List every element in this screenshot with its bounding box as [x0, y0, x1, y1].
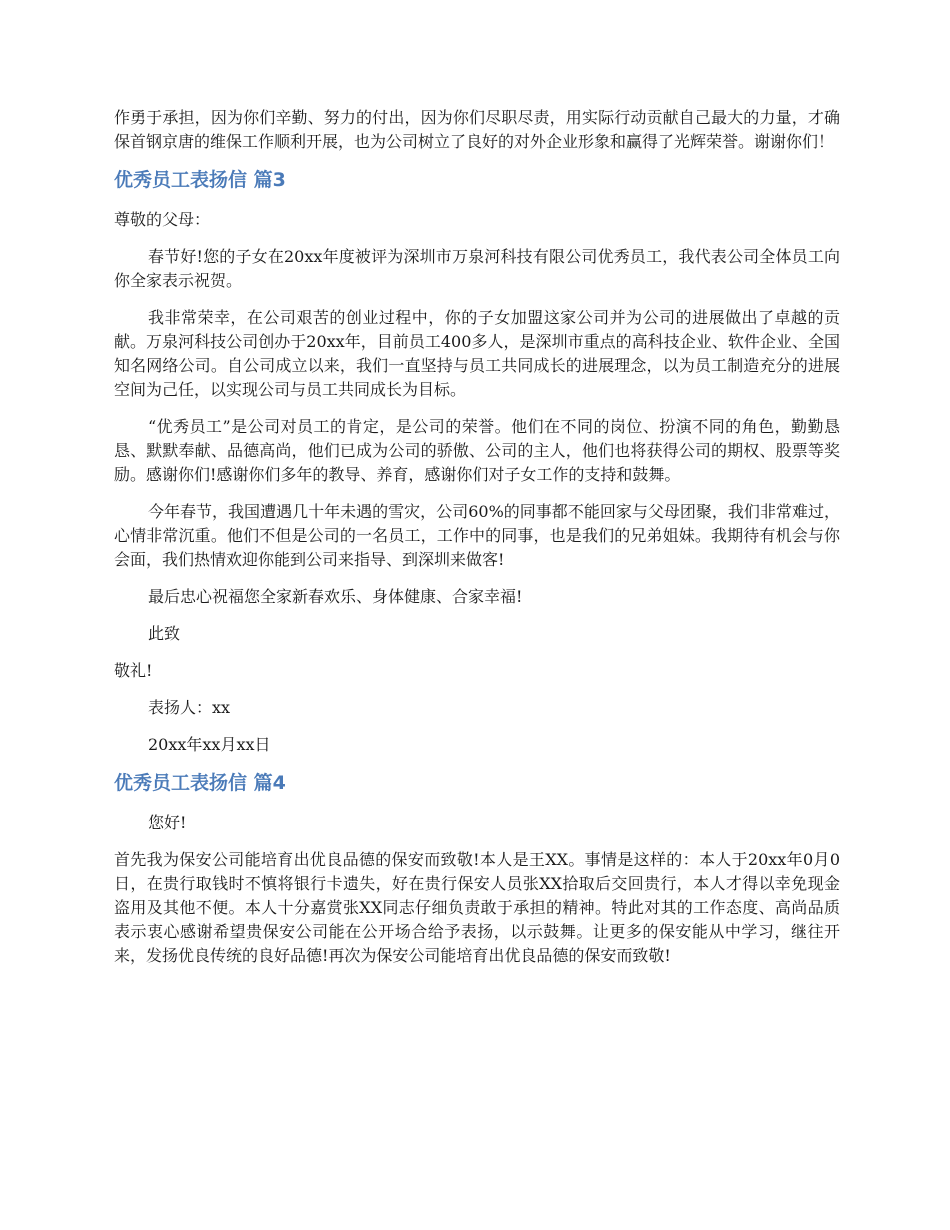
section-3-salutation: 尊敬的父母：: [114, 210, 211, 229]
section-4-body: 首先我为保安公司能培育出优良品德的保安而致敬!本人是王XX。事情是这样的：本人于20xx年0月0日，在贵行取钱时不慎将银行卡遗失，好在贵行保安人员张XX拾取后交回贵行，本人才得以幸免现金盗用及其他不便。本人十分嘉赏张XX同志仔细负责敢于承担的精神。特此对其的工作态度、高尚品质表示衷心感谢希望贵保安公司能在公开场合给予表扬，以示鼓舞。让更多的保安能从中学习，继往开来，发扬优良传统的良好品德!再次为保安公司能培育出优良品德的保安而致敬!: [114, 850, 840, 965]
section-4-heading: 优秀员工表扬信 篇4: [114, 772, 286, 794]
section-3-paragraph-2: 我非常荣幸，在公司艰苦的创业过程中，你的子女加盟这家公司并为公司的进展做出了卓越的贡献。万泉河科技公司创办于20xx年，目前员工400多人，是深圳市重点的高科技企业、软件企业、全国知名网络公司。自公司成立以来，我们一直坚持与员工共同成长的进展理念，以为员工制造充分的进展空间为己任，以实现公司与员工共同成长为目标。: [114, 308, 840, 399]
section-3-paragraph-3: “优秀员工”是公司对员工的肯定，是公司的荣誉。他们在不同的岗位、扮演不同的角色，勤勤恳恳、默默奉献、品德高尚，他们已成为公司的骄傲、公司的主人，他们也将获得公司的期权、股票等奖励。感谢你们!感谢你们多年的教导、养育，感谢你们对子女工作的支持和鼓舞。: [114, 417, 840, 484]
section-4-greeting: 您好!: [148, 813, 187, 832]
section-3-paragraph-4: 今年春节，我国遭遇几十年未遇的雪灾，公司60%的同事都不能回家与父母团聚，我们非常难过，心情非常沉重。他们不但是公司的一名员工，工作中的同事，也是我们的兄弟姐妹。我期待有机会与你会面，我们热情欢迎你能到公司来指导、到深圳来做客!: [114, 502, 840, 569]
section-3-date: 20xx年xx月xx日: [148, 735, 271, 754]
section-3-paragraph-1: 春节好!您的子女在20xx年度被评为深圳市万泉河科技有限公司优秀员工，我代表公司全体员工向你全家表示祝贺。: [114, 247, 840, 290]
section-3-closing-2: 敬礼!: [114, 661, 153, 680]
document-page: [114, 106, 840, 968]
section-3-closing-1: 此致: [148, 624, 181, 643]
section-3-signer: 表扬人：xx: [148, 698, 231, 717]
continued-paragraph: 作勇于承担，因为你们辛勤、努力的付出，因为你们尽职尽责，用实际行动贡献自己最大的力量，才确保首钢京唐的维保工作顺利开展，也为公司树立了良好的对外企业形象和赢得了光辉荣誉。谢谢你们！: [114, 108, 840, 151]
section-3-paragraph-5: 最后忠心祝福您全家新春欢乐、身体健康、合家幸福!: [148, 587, 523, 606]
section-3-heading: 优秀员工表扬信 篇3: [114, 169, 286, 191]
